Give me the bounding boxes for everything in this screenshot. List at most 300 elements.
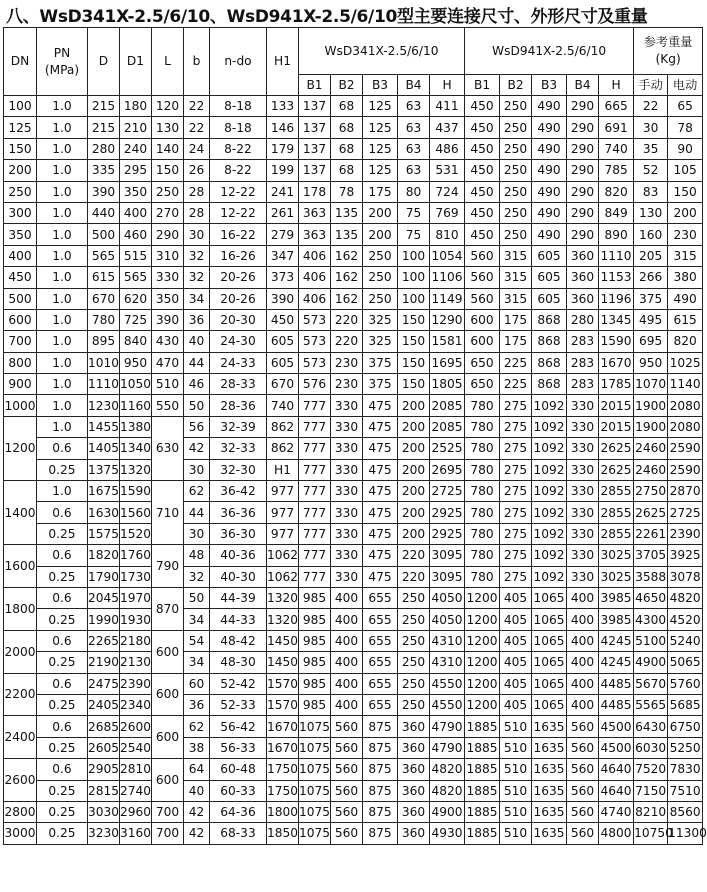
- cell-b: 30: [184, 224, 210, 245]
- cell-wsd341x-b4: 100: [398, 245, 430, 266]
- cell-d1: 460: [120, 224, 152, 245]
- cell-wsd341x-h: 531: [430, 160, 465, 181]
- cell-n-do: 44-39: [210, 587, 267, 608]
- cell-wsd341x-b2: 78: [331, 181, 363, 202]
- table-body: [4, 96, 707, 845]
- cell-wsd941x-h: 2855: [599, 502, 634, 523]
- cell-b: 50: [184, 395, 210, 416]
- cell-wsd941x-b2: 225: [500, 374, 532, 395]
- cell-wsd341x-h: 4820: [430, 780, 465, 801]
- table-row: [4, 545, 703, 566]
- cell-dn: 100: [4, 96, 37, 117]
- cell-wsd941x-b4: 560: [567, 737, 599, 758]
- cell-d1: 1730: [120, 566, 152, 587]
- cell-weight-manual: 6430: [634, 716, 668, 737]
- cell-wsd341x-b4: 220: [398, 566, 430, 587]
- cell-n-do: 8-22: [210, 160, 267, 181]
- cell-wsd341x-b4: 360: [398, 801, 430, 822]
- cell-wsd341x-b3: 175: [363, 181, 398, 202]
- cell-b: 40: [184, 780, 210, 801]
- cell-wsd941x-b4: 560: [567, 716, 599, 737]
- cell-h1: 977: [267, 523, 299, 544]
- cell-wsd341x-b4: 220: [398, 545, 430, 566]
- cell-wsd341x-b3: 125: [363, 138, 398, 159]
- cell-d: 2605: [88, 737, 120, 758]
- cell-wsd341x-b1: 1075: [299, 759, 331, 780]
- cell-d: 500: [88, 224, 120, 245]
- cell-wsd941x-b4: 330: [567, 438, 599, 459]
- cell-d1: 2180: [120, 630, 152, 651]
- cell-wsd341x-b1: 406: [299, 267, 331, 288]
- cell-weight-electric: 6750: [668, 716, 703, 737]
- cell-weight-electric: 78: [668, 117, 703, 138]
- cell-wsd941x-b1: 600: [465, 309, 500, 330]
- cell-wsd941x-b4: 360: [567, 245, 599, 266]
- cell-wsd341x-b3: 655: [363, 652, 398, 673]
- cell-wsd341x-b3: 875: [363, 801, 398, 822]
- cell-wsd341x-b4: 200: [398, 523, 430, 544]
- cell-wsd941x-b1: 560: [465, 267, 500, 288]
- cell-l: 120: [152, 96, 184, 117]
- cell-weight-electric: 1025: [668, 352, 703, 373]
- cell-wsd341x-b1: 1075: [299, 801, 331, 822]
- cell-h1: 1062: [267, 545, 299, 566]
- cell-h1: 199: [267, 160, 299, 181]
- cell-l: 510: [152, 374, 184, 395]
- cell-weight-manual: 2261: [634, 523, 668, 544]
- cell-d1: 3160: [120, 823, 152, 844]
- cell-wsd341x-b3: 655: [363, 609, 398, 630]
- cell-wsd941x-h: 1345: [599, 309, 634, 330]
- cell-wsd341x-b4: 63: [398, 117, 430, 138]
- cell-wsd941x-b2: 405: [500, 652, 532, 673]
- cell-wsd941x-b3: 490: [532, 224, 567, 245]
- cell-b: 60: [184, 673, 210, 694]
- cell-wsd341x-b1: 777: [299, 566, 331, 587]
- cell-wsd941x-b4: 400: [567, 609, 599, 630]
- cell-wsd341x-b1: 777: [299, 395, 331, 416]
- cell-wsd341x-b4: 360: [398, 716, 430, 737]
- cell-n-do: 20-30: [210, 309, 267, 330]
- cell-wsd941x-b4: 330: [567, 416, 599, 437]
- cell-wsd341x-b3: 475: [363, 395, 398, 416]
- header-wsd341x-b2: B2: [331, 75, 363, 96]
- cell-n-do: 36-30: [210, 523, 267, 544]
- cell-d1: 1520: [120, 523, 152, 544]
- cell-wsd941x-b4: 330: [567, 566, 599, 587]
- cell-l: 700: [152, 801, 184, 822]
- cell-wsd941x-h: 4640: [599, 759, 634, 780]
- cell-wsd941x-b1: 650: [465, 374, 500, 395]
- cell-wsd341x-h: 2525: [430, 438, 465, 459]
- cell-wsd341x-b1: 1075: [299, 737, 331, 758]
- cell-wsd941x-b4: 330: [567, 523, 599, 544]
- cell-b: 32: [184, 245, 210, 266]
- cell-h1: 605: [267, 331, 299, 352]
- cell-wsd341x-b3: 125: [363, 96, 398, 117]
- cell-weight-electric: 4820: [668, 587, 703, 608]
- cell-d1: 1590: [120, 481, 152, 502]
- cell-h1: 862: [267, 416, 299, 437]
- table-row: [4, 459, 703, 480]
- cell-wsd941x-h: 4485: [599, 673, 634, 694]
- cell-wsd941x-b1: 1200: [465, 587, 500, 608]
- cell-wsd341x-b1: 573: [299, 352, 331, 373]
- cell-wsd341x-h: 437: [430, 117, 465, 138]
- cell-wsd941x-b2: 510: [500, 823, 532, 844]
- cell-wsd941x-b4: 560: [567, 801, 599, 822]
- cell-dn: 800: [4, 352, 37, 373]
- table-row: [4, 160, 703, 181]
- cell-d1: 2740: [120, 780, 152, 801]
- cell-d1: 1320: [120, 459, 152, 480]
- cell-dn: 350: [4, 224, 37, 245]
- cell-wsd341x-b3: 375: [363, 352, 398, 373]
- cell-wsd941x-h: 740: [599, 138, 634, 159]
- cell-b: 54: [184, 630, 210, 651]
- cell-weight-manual: 160: [634, 224, 668, 245]
- cell-d: 615: [88, 267, 120, 288]
- cell-weight-electric: 2390: [668, 523, 703, 544]
- cell-wsd941x-b2: 275: [500, 523, 532, 544]
- cell-wsd341x-b3: 475: [363, 502, 398, 523]
- cell-dn: 1200: [4, 416, 37, 480]
- cell-b: 42: [184, 801, 210, 822]
- header-group-wsd341x: WsD341X-2.5/6/10: [299, 28, 465, 75]
- cell-pn: 0.6: [37, 438, 88, 459]
- cell-wsd941x-b4: 400: [567, 694, 599, 715]
- cell-wsd341x-b3: 875: [363, 737, 398, 758]
- cell-wsd341x-h: 4900: [430, 801, 465, 822]
- cell-dn: 125: [4, 117, 37, 138]
- cell-wsd941x-b4: 290: [567, 160, 599, 181]
- cell-wsd341x-b4: 360: [398, 780, 430, 801]
- table-row: [4, 801, 703, 822]
- cell-l: 150: [152, 160, 184, 181]
- cell-wsd341x-b1: 777: [299, 545, 331, 566]
- cell-d1: 1160: [120, 395, 152, 416]
- cell-wsd941x-h: 3985: [599, 587, 634, 608]
- cell-weight-manual: 5670: [634, 673, 668, 694]
- cell-d: 2905: [88, 759, 120, 780]
- cell-wsd341x-b4: 80: [398, 181, 430, 202]
- cell-d1: 515: [120, 245, 152, 266]
- cell-l: 630: [152, 416, 184, 480]
- cell-wsd341x-b1: 985: [299, 609, 331, 630]
- cell-wsd341x-b2: 330: [331, 481, 363, 502]
- cell-wsd941x-b4: 283: [567, 331, 599, 352]
- cell-wsd941x-b3: 1092: [532, 395, 567, 416]
- cell-d1: 295: [120, 160, 152, 181]
- header-b: b: [184, 28, 210, 96]
- cell-n-do: 60-48: [210, 759, 267, 780]
- cell-wsd941x-b1: 780: [465, 416, 500, 437]
- cell-pn: 0.6: [37, 502, 88, 523]
- header-wsd341x-b1: B1: [299, 75, 331, 96]
- cell-wsd341x-b1: 406: [299, 288, 331, 309]
- cell-dn: 3000: [4, 823, 37, 844]
- cell-h1: 1800: [267, 801, 299, 822]
- cell-wsd341x-b4: 250: [398, 652, 430, 673]
- cell-weight-electric: 11300: [668, 823, 703, 844]
- cell-h1: 605: [267, 352, 299, 373]
- cell-wsd941x-b2: 510: [500, 737, 532, 758]
- cell-weight-electric: 5240: [668, 630, 703, 651]
- cell-weight-manual: 7520: [634, 759, 668, 780]
- cell-dn: 900: [4, 374, 37, 395]
- cell-wsd341x-b2: 68: [331, 138, 363, 159]
- cell-weight-manual: 266: [634, 267, 668, 288]
- cell-weight-manual: 375: [634, 288, 668, 309]
- cell-wsd941x-b3: 1635: [532, 801, 567, 822]
- cell-b: 56: [184, 416, 210, 437]
- cell-wsd941x-b2: 405: [500, 587, 532, 608]
- cell-wsd341x-b3: 325: [363, 331, 398, 352]
- cell-n-do: 16-22: [210, 224, 267, 245]
- cell-weight-manual: 5565: [634, 694, 668, 715]
- cell-wsd941x-b2: 250: [500, 117, 532, 138]
- cell-h1: 862: [267, 438, 299, 459]
- cell-d: 1990: [88, 609, 120, 630]
- cell-wsd341x-h: 2085: [430, 416, 465, 437]
- table-row: [4, 395, 703, 416]
- cell-pn: 0.25: [37, 609, 88, 630]
- cell-pn: 1.0: [37, 395, 88, 416]
- cell-n-do: 68-33: [210, 823, 267, 844]
- cell-weight-manual: 6030: [634, 737, 668, 758]
- cell-wsd341x-b2: 230: [331, 352, 363, 373]
- cell-wsd341x-b2: 162: [331, 245, 363, 266]
- cell-d: 1110: [88, 374, 120, 395]
- cell-wsd341x-b4: 63: [398, 160, 430, 181]
- cell-wsd941x-h: 1196: [599, 288, 634, 309]
- cell-wsd941x-b1: 450: [465, 96, 500, 117]
- cell-b: 50: [184, 587, 210, 608]
- cell-h1: 146: [267, 117, 299, 138]
- cell-wsd341x-b2: 400: [331, 652, 363, 673]
- cell-wsd341x-b3: 875: [363, 780, 398, 801]
- cell-wsd341x-b4: 200: [398, 481, 430, 502]
- cell-d1: 565: [120, 267, 152, 288]
- cell-pn: 0.25: [37, 823, 88, 844]
- cell-l: 140: [152, 138, 184, 159]
- cell-wsd941x-b3: 605: [532, 245, 567, 266]
- cell-n-do: 52-33: [210, 694, 267, 715]
- cell-wsd341x-b1: 137: [299, 138, 331, 159]
- cell-pn: 0.6: [37, 673, 88, 694]
- cell-b: 42: [184, 823, 210, 844]
- cell-weight-manual: 4650: [634, 587, 668, 608]
- cell-wsd341x-b3: 325: [363, 309, 398, 330]
- cell-weight-manual: 695: [634, 331, 668, 352]
- cell-pn: 0.6: [37, 545, 88, 566]
- cell-wsd941x-b2: 250: [500, 202, 532, 223]
- cell-d1: 950: [120, 352, 152, 373]
- table-row: [4, 117, 703, 138]
- cell-h1: 450: [267, 309, 299, 330]
- cell-wsd941x-b3: 1635: [532, 716, 567, 737]
- cell-dn: 2600: [4, 759, 37, 802]
- table-row: [4, 416, 703, 437]
- cell-h1: 977: [267, 481, 299, 502]
- cell-wsd941x-b3: 490: [532, 202, 567, 223]
- header-weight: [634, 28, 703, 75]
- cell-weight-manual: 2460: [634, 438, 668, 459]
- cell-l: 600: [152, 716, 184, 759]
- cell-d1: 2600: [120, 716, 152, 737]
- cell-wsd941x-b3: 605: [532, 288, 567, 309]
- cell-wsd941x-b1: 450: [465, 202, 500, 223]
- cell-b: 36: [184, 309, 210, 330]
- cell-wsd941x-h: 1110: [599, 245, 634, 266]
- cell-wsd341x-b1: 406: [299, 245, 331, 266]
- cell-pn: 0.25: [37, 780, 88, 801]
- header-d: D: [88, 28, 120, 96]
- cell-weight-manual: 130: [634, 202, 668, 223]
- table-row: [4, 523, 703, 544]
- table-row: [4, 673, 703, 694]
- cell-wsd941x-b1: 780: [465, 481, 500, 502]
- cell-pn: 0.25: [37, 523, 88, 544]
- cell-wsd341x-b3: 655: [363, 673, 398, 694]
- cell-n-do: 8-18: [210, 117, 267, 138]
- cell-wsd341x-b4: 200: [398, 395, 430, 416]
- header-wsd341x-b4: B4: [398, 75, 430, 96]
- cell-pn: 1.0: [37, 181, 88, 202]
- cell-wsd341x-h: 1054: [430, 245, 465, 266]
- cell-wsd941x-b4: 360: [567, 267, 599, 288]
- cell-n-do: 64-36: [210, 801, 267, 822]
- cell-wsd941x-b2: 175: [500, 309, 532, 330]
- cell-wsd341x-h: 4310: [430, 630, 465, 651]
- cell-pn: 1.0: [37, 288, 88, 309]
- table-row: [4, 652, 703, 673]
- cell-b: 26: [184, 160, 210, 181]
- cell-weight-electric: 90: [668, 138, 703, 159]
- header-wsd341x-h: H: [430, 75, 465, 96]
- cell-wsd941x-b3: 1635: [532, 780, 567, 801]
- cell-n-do: 56-33: [210, 737, 267, 758]
- cell-wsd341x-h: 4790: [430, 716, 465, 737]
- page-title: 八、WsD341X-2.5/6/10、WsD941X-2.5/6/10型主要连接尺寸、外形尺寸及重量: [6, 7, 648, 27]
- cell-pn: 0.25: [37, 737, 88, 758]
- header-dn: DN: [4, 28, 37, 96]
- cell-wsd341x-h: 1106: [430, 267, 465, 288]
- cell-n-do: 20-26: [210, 267, 267, 288]
- cell-h1: 179: [267, 138, 299, 159]
- cell-n-do: 40-30: [210, 566, 267, 587]
- cell-n-do: 32-39: [210, 416, 267, 437]
- cell-n-do: 28-36: [210, 395, 267, 416]
- cell-wsd941x-h: 4500: [599, 716, 634, 737]
- cell-weight-electric: 5685: [668, 694, 703, 715]
- cell-wsd341x-h: 1581: [430, 331, 465, 352]
- cell-weight-electric: 5065: [668, 652, 703, 673]
- cell-wsd941x-b4: 290: [567, 181, 599, 202]
- cell-wsd341x-h: 2925: [430, 523, 465, 544]
- cell-wsd341x-h: 4820: [430, 759, 465, 780]
- cell-wsd341x-b4: 250: [398, 630, 430, 651]
- cell-wsd941x-b4: 330: [567, 459, 599, 480]
- cell-wsd941x-b1: 780: [465, 502, 500, 523]
- cell-wsd941x-b2: 175: [500, 331, 532, 352]
- table-row: [4, 374, 703, 395]
- cell-l: 130: [152, 117, 184, 138]
- cell-d1: 2540: [120, 737, 152, 758]
- cell-wsd941x-b4: 560: [567, 759, 599, 780]
- cell-wsd941x-b4: 283: [567, 352, 599, 373]
- cell-wsd341x-b4: 360: [398, 823, 430, 844]
- cell-wsd941x-h: 4245: [599, 630, 634, 651]
- cell-d: 215: [88, 117, 120, 138]
- cell-h1: 1750: [267, 759, 299, 780]
- cell-l: 700: [152, 823, 184, 844]
- cell-d: 440: [88, 202, 120, 223]
- cell-dn: 200: [4, 160, 37, 181]
- cell-weight-manual: 35: [634, 138, 668, 159]
- cell-wsd941x-b4: 400: [567, 630, 599, 651]
- cell-h1: 670: [267, 374, 299, 395]
- cell-wsd941x-b4: 290: [567, 96, 599, 117]
- cell-b: 44: [184, 502, 210, 523]
- cell-wsd941x-b4: 360: [567, 288, 599, 309]
- cell-d: 2685: [88, 716, 120, 737]
- cell-wsd341x-b3: 475: [363, 566, 398, 587]
- cell-wsd341x-b3: 655: [363, 630, 398, 651]
- cell-d: 215: [88, 96, 120, 117]
- cell-weight-electric: 150: [668, 181, 703, 202]
- cell-weight-manual: 205: [634, 245, 668, 266]
- cell-wsd941x-h: 849: [599, 202, 634, 223]
- cell-pn: 1.0: [37, 245, 88, 266]
- cell-d1: 2960: [120, 801, 152, 822]
- cell-wsd941x-b1: 1885: [465, 801, 500, 822]
- cell-d1: 620: [120, 288, 152, 309]
- cell-n-do: 16-26: [210, 245, 267, 266]
- table-row: [4, 96, 703, 117]
- cell-wsd341x-b2: 220: [331, 309, 363, 330]
- cell-wsd341x-b4: 200: [398, 502, 430, 523]
- cell-weight-manual: 52: [634, 160, 668, 181]
- table-row: [4, 245, 703, 266]
- cell-b: 42: [184, 438, 210, 459]
- header-wsd941x-b2: B2: [500, 75, 532, 96]
- cell-wsd941x-h: 4740: [599, 801, 634, 822]
- cell-pn: 0.6: [37, 630, 88, 651]
- table-row: [4, 224, 703, 245]
- cell-wsd341x-b2: 330: [331, 416, 363, 437]
- cell-weight-electric: 8560: [668, 801, 703, 822]
- cell-b: 36: [184, 694, 210, 715]
- cell-wsd941x-b2: 315: [500, 245, 532, 266]
- cell-d1: 350: [120, 181, 152, 202]
- cell-wsd341x-b4: 250: [398, 587, 430, 608]
- cell-pn: 0.6: [37, 716, 88, 737]
- cell-wsd941x-b2: 510: [500, 780, 532, 801]
- cell-weight-manual: 30: [634, 117, 668, 138]
- cell-d: 895: [88, 331, 120, 352]
- cell-dn: 150: [4, 138, 37, 159]
- cell-wsd941x-h: 2625: [599, 459, 634, 480]
- cell-weight-electric: 2725: [668, 502, 703, 523]
- cell-wsd941x-b4: 290: [567, 224, 599, 245]
- cell-weight-manual: 1070: [634, 374, 668, 395]
- cell-h1: 390: [267, 288, 299, 309]
- cell-weight-manual: 950: [634, 352, 668, 373]
- cell-n-do: 24-30: [210, 331, 267, 352]
- header-wsd941x-b1: B1: [465, 75, 500, 96]
- cell-wsd941x-b1: 450: [465, 181, 500, 202]
